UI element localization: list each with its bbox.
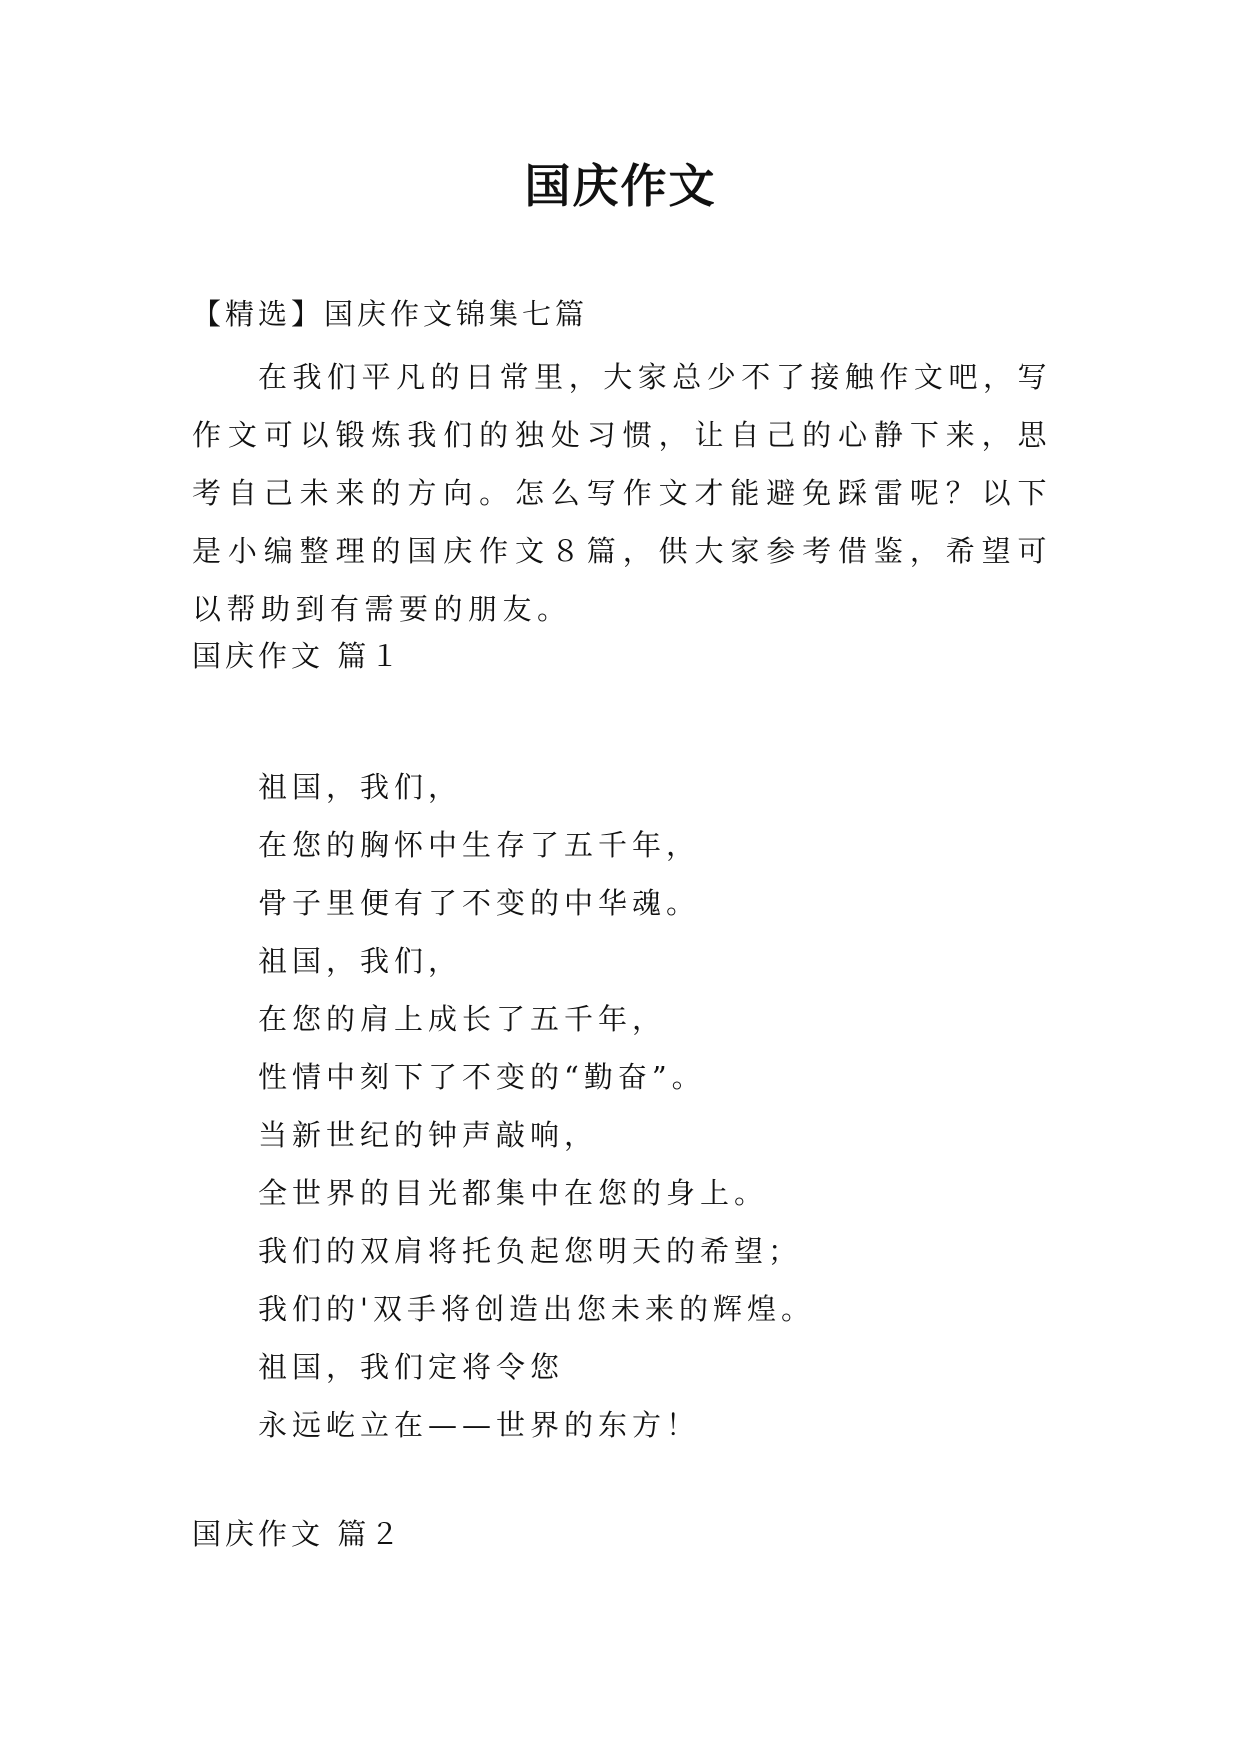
poem-line: 骨子里便有了不变的中华魂。	[258, 886, 701, 920]
poem-line: 我们的双肩将托负起您明天的希望；	[258, 1234, 803, 1268]
poem-line: 祖国，我们，	[258, 770, 463, 804]
poem-line: 永远屹立在——世界的东方！	[258, 1408, 701, 1442]
section-heading-2: 国庆作文 篇２	[192, 1517, 404, 1551]
poem-line: 在您的胸怀中生存了五千年，	[258, 828, 701, 862]
poem-line: 我们的'双手将创造出您未来的辉煌。	[258, 1292, 815, 1326]
poem-1	[258, 758, 815, 1454]
poem-line: 祖国，我们定将令您	[258, 1350, 565, 1384]
poem-line: 全世界的目光都集中在您的身上。	[258, 1176, 769, 1210]
intro-paragraph: 在我们平凡的日常里，大家总少不了接触作文吧，写作文可以锻炼我们的独处习惯，让自己的心静下来，思考自己未来的方向。怎么写作文才能避免踩雷呢？以下是小编整理的国庆作文８篇，供大家参考借鉴，希望可以帮助到有需要的朋友。	[192, 360, 1052, 626]
poem-line: 当新世纪的钟声敲响，	[258, 1118, 599, 1152]
document-title: 国庆作文	[524, 159, 717, 213]
poem-line: 在您的肩上成长了五千年，	[258, 1002, 667, 1036]
document-subtitle: 【精选】国庆作文锦集七篇	[192, 297, 589, 331]
poem-line: 性情中刻下了不变的“勤奋”。	[258, 1060, 706, 1094]
poem-line: 祖国，我们，	[258, 944, 463, 978]
section-heading-1: 国庆作文 篇１	[192, 639, 404, 673]
